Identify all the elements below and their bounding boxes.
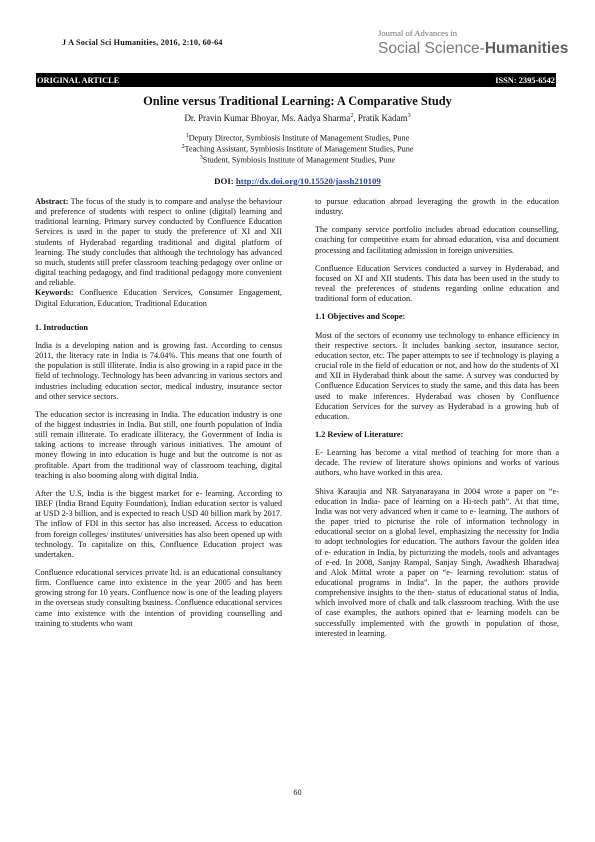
doi-link[interactable]: http://dx.doi.org/10.15520/jassh210109 <box>235 176 381 186</box>
section-heading-literature-review: 1.2 Review of Literature: <box>315 429 404 439</box>
author-sup-2: 2 <box>350 113 354 119</box>
affiliation-3 <box>0 153 595 166</box>
abstract-text: The focus of the study is to compare and analyse the behaviour and preference of students with respect to online (digital) learning and traditional learning. Primary survey conducted by Confluence Education Services is used in the paper to study the preference of XI and XII students of Hyderabad regarding traditional and digital platform of learning. The study concludes that although the technology has advanced so much, students still prefer classroom teaching pedagogy over online or digital teaching pedagogy, and find traditional pedagogy more convenient and reliable. <box>35 197 282 288</box>
affiliation-sup: 1 <box>185 133 189 139</box>
paragraph: to pursue education abroad leveraging the growth in the education industry. <box>315 197 559 217</box>
paper-title: Online versus Traditional Learning: A Comparative Study <box>143 94 452 108</box>
issn-label: ISSN: 2395-6542 <box>495 75 555 85</box>
paragraph: Confluence Education Services conducted a survey in Hyderabad, and focused on XI and XII students. This data has been used in the study to reveal the preferences of students regarding online education and traditional form of education. <box>315 263 559 304</box>
author-sup-3: 3 <box>407 113 411 119</box>
journal-citation: J A Social Sci Humanities, 2016, 2:10, 60-64 <box>62 38 223 47</box>
abstract <box>35 197 282 309</box>
paragraph: India is a developing nation and is growing fast. According to census 2011, the literacy rate in India is 74.04%. This means that one fourth of the population is still illiterate. India is also growing in a rapid pace in the field of technology. Technology has been advancing in various sectors and industries including education sector, medical industry, insurance sector and other service sectors. <box>35 340 282 401</box>
affiliation-text: Student, Symbiosis Institute of Management Studies, Pune <box>202 155 396 165</box>
article-type-label: ORIGINAL ARTICLE <box>37 75 120 85</box>
affiliation-text: Deputy Director, Symbiosis Institute of Management Studies, Pune <box>188 133 410 143</box>
section-heading-objectives: 1.1 Objectives and Scope: <box>315 312 406 322</box>
right-column <box>315 197 559 647</box>
journal-logo <box>378 28 569 58</box>
paragraph: Most of the sectors of economy use technology to enhance efficiency in their respective sectors. It includes banking sector, insurance sector, education sector, etc. The paper attempts to see if technology is playing a crucial role in the field of education or not, and how do the students of XI and XII in Hyderabad think about the same. A survey was conducted by Confluence Education Services to study the same, and this data has been used to make inferences. Hyderabad was chosen by Confluence Education Services for the survey as Hyderabad is a growing hub of education. <box>315 330 559 421</box>
article-type-banner <box>36 73 556 87</box>
doi-line <box>0 176 595 186</box>
left-column <box>35 197 282 637</box>
doi-label: DOI: <box>214 176 236 186</box>
section-heading-introduction: 1. Introduction <box>35 322 89 332</box>
page-number: 60 <box>293 788 302 797</box>
author-list <box>0 113 595 123</box>
paragraph: The education sector is increasing in India. The education industry is one of the biggest industries in India. But still, one fourth population of India still remain illiterate. To eradicate illiteracy, the Government of India is taking actions to increase through various initiatives. The amount of money flowing in into education is huge and but the outcome is not as profitable. Apart from the traditional way of classroom teaching, digital teaching is also booming along with digital India. <box>35 409 282 480</box>
journal-logo-main-b: Humanities <box>484 40 569 57</box>
paragraph: E- Learning has become a vital method of teaching for more than a decade. The review of literature shows opinions and works of various authors, who have worked in this area. <box>315 448 559 478</box>
author-names-2: , Pratik Kadam <box>353 113 408 123</box>
author-names-1: Dr. Pravin Kumar Bhoyar, Ms. Aadya Sharma <box>184 113 351 123</box>
journal-logo-top: Journal of Advances in <box>378 28 457 38</box>
paragraph: Confluence educational services private ltd. is an educational consultancy firm. Confluence came into existence in the year 2005 and has been growing strong for 10 years. Confluence now is one of the leading players in the overseas study consulting business. Confluence educational services came into existence with the intention of providing counselling and training to students who want <box>35 568 282 628</box>
journal-logo-main <box>378 40 569 58</box>
affiliation-sup: 3 <box>199 155 203 161</box>
affiliation-sup: 2 <box>181 144 185 150</box>
keywords-text: Confluence Education Services, Consumer Engagement, Digital Education, Education, Traditional Education <box>35 288 282 308</box>
abstract-label: Abstract: <box>35 197 69 206</box>
paragraph: The company service portfolio includes abroad education counselling, coaching for competitive exam for abroad education, visa and document processing and facilitating admission in foreign universities. <box>315 225 559 255</box>
paragraph: After the U.S, India is the biggest market for e- learning. According to IBEF (India Brand Equity Foundation), Indian education sector is valued at USD 2-3 billion, and is expected to reach USD 40 billion mark by 2017. The inflow of FDI in this sector has also increased. Access to education from foreign colleges/ institutes/ universities has also been opened up with technology. To capitalize on this, Confluence Education project was undertaken. <box>35 488 283 559</box>
affiliation-text: Teaching Assistant, Symbiosis Institute of Management Studies, Pune <box>184 144 414 154</box>
paragraph: Shiva Karaujia and NR Satyanarayana in 2004 wrote a paper on “e- education in India- pace of learning on a Hi-tech path”. At that time, India was not very advanced when it came to e- learning. The authors of the paper tried to picturise the role of information technology in educational sector on a global level, emphasizing the necessity for India to adopt technologies for education. The authors favour the golden idea of e- education in India, by picturizing the models, tools and advantages of e-ed. In 2008, Sanjay Rampal, Sanjay Singh, Awadhesh Bharadwaj and Alok Mittal wrote a paper on “e- learning revolution: status of educational programs in India”. In the paper, the authors provide comprehensive insights to the then- status of educational status of India, which involved more of chalk and talk classroom teaching. With the use of case examples, the authors opined that e- learning models can be successfully implemented with the growth in population of those, interested in learning. <box>315 486 559 638</box>
keywords-label: Keywords: <box>35 288 74 298</box>
journal-logo-main-a: Social Science- <box>378 40 485 57</box>
